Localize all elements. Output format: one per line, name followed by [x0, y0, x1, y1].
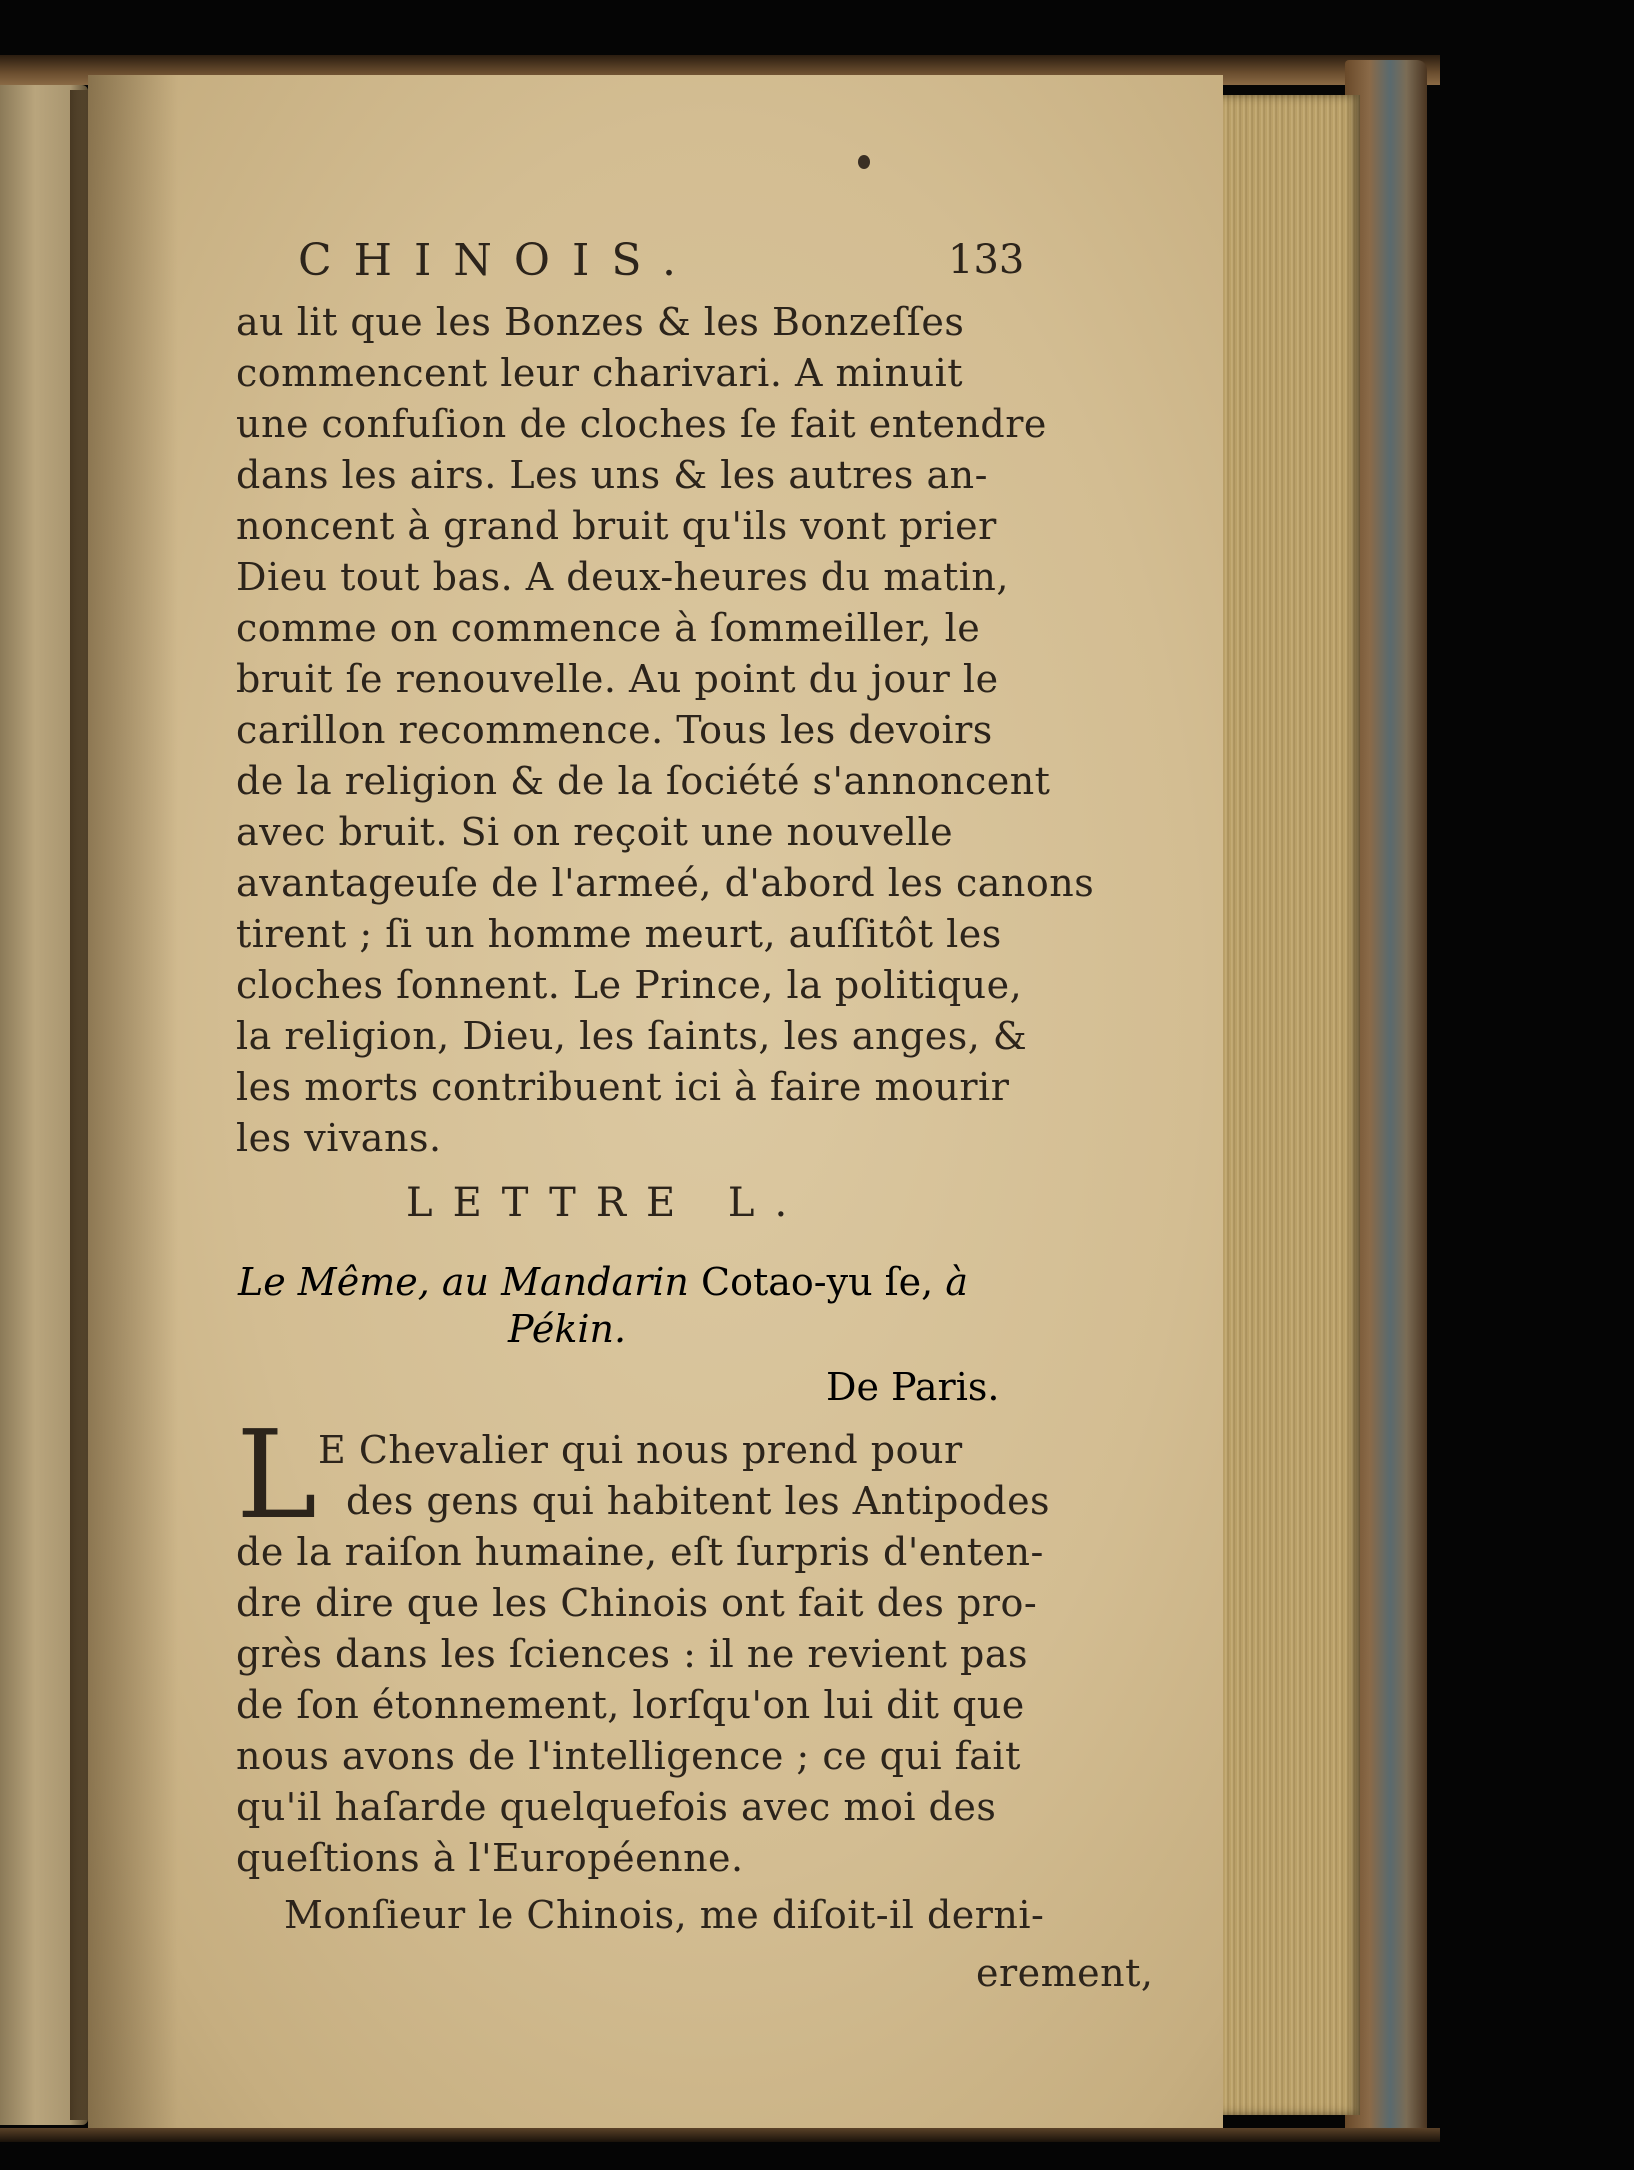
book-page [88, 75, 1223, 2130]
body-line: les vivans. [236, 1116, 442, 1160]
letter-line: qu'il haſarde quelquefois avec moi des [236, 1785, 997, 1829]
body-line: tirent ; ſi un homme meurt, auſſitôt les [236, 912, 1002, 956]
body-line: une confuſion de cloches ſe fait entendre [236, 402, 1047, 446]
letter-place: De Paris. [826, 1365, 1000, 1409]
page-fore-edge [1212, 95, 1360, 2115]
subtitle-italic-part: Le Même, au Mandarin [238, 1260, 689, 1304]
drop-cap: L [236, 1404, 318, 1546]
running-head-title: CHINOIS. [298, 235, 698, 286]
body-line: au lit que les Bonzes & les Bonzeſſes [236, 300, 965, 344]
body-line: avantageuſe de l'armeé, d'abord les canons [236, 861, 1095, 905]
body-line: commencent leur charivari. A minuit [236, 351, 964, 395]
body-line: noncent à grand bruit qu'ils vont prier [236, 504, 997, 548]
letter-line: queſtions à l'Européenne. [236, 1836, 744, 1880]
ink-spot [858, 155, 870, 169]
body-line: bruit ſe renouvelle. Au point du jour le [236, 657, 999, 701]
letter-line: des gens qui habitent les Antipodes [346, 1479, 1051, 1523]
page-number: 133 [948, 237, 1025, 283]
body-line: carillon recommence. Tous les devoirs [236, 708, 993, 752]
letter-line: nous avons de l'intelligence ; ce qui fait [236, 1734, 1021, 1778]
body-line: comme on commence à ſommeiller, le [236, 606, 981, 650]
letter-line: dre dire que les Chinois ont fait des pro- [236, 1581, 1038, 1625]
catchword: erement, [976, 1951, 1154, 1995]
body-line: les morts contribuent ici à faire mourir [236, 1065, 1010, 1109]
body-line: Dieu tout bas. A deux-heures du matin, [236, 555, 1009, 599]
letter-subtitle [238, 1260, 968, 1304]
body-line: cloches ſonnent. Le Prince, la politique, [236, 963, 1023, 1007]
letter-heading: LETTRE L. [406, 1180, 808, 1226]
body-line: dans les airs. Les uns & les autres an- [236, 453, 988, 497]
subtitle-roman-part: Cotao-yu ſe, [701, 1260, 946, 1304]
body-line: avec bruit. Si on reçoit une nouvelle [236, 810, 954, 854]
letter-line: Monſieur le Chinois, me diſoit-il derni- [284, 1893, 1045, 1937]
letter-line: de ſon étonnement, lorſqu'on lui dit que [236, 1683, 1025, 1727]
cover-bottom-edge [0, 2128, 1440, 2142]
body-line: de la religion & de la ſociété s'annoncent [236, 759, 1051, 803]
letter-line: E Chevalier qui nous prend pour [318, 1428, 963, 1472]
letter-line: de la raiſon humaine, eſt ſurpris d'enten- [236, 1530, 1044, 1574]
subtitle-italic-end: à [945, 1260, 968, 1304]
body-line: la religion, Dieu, les ſaints, les anges, & [236, 1014, 1028, 1058]
letter-subtitle-city: Pékin. [508, 1307, 627, 1351]
letter-line: grès dans les ſciences : il ne revient pas [236, 1632, 1029, 1676]
